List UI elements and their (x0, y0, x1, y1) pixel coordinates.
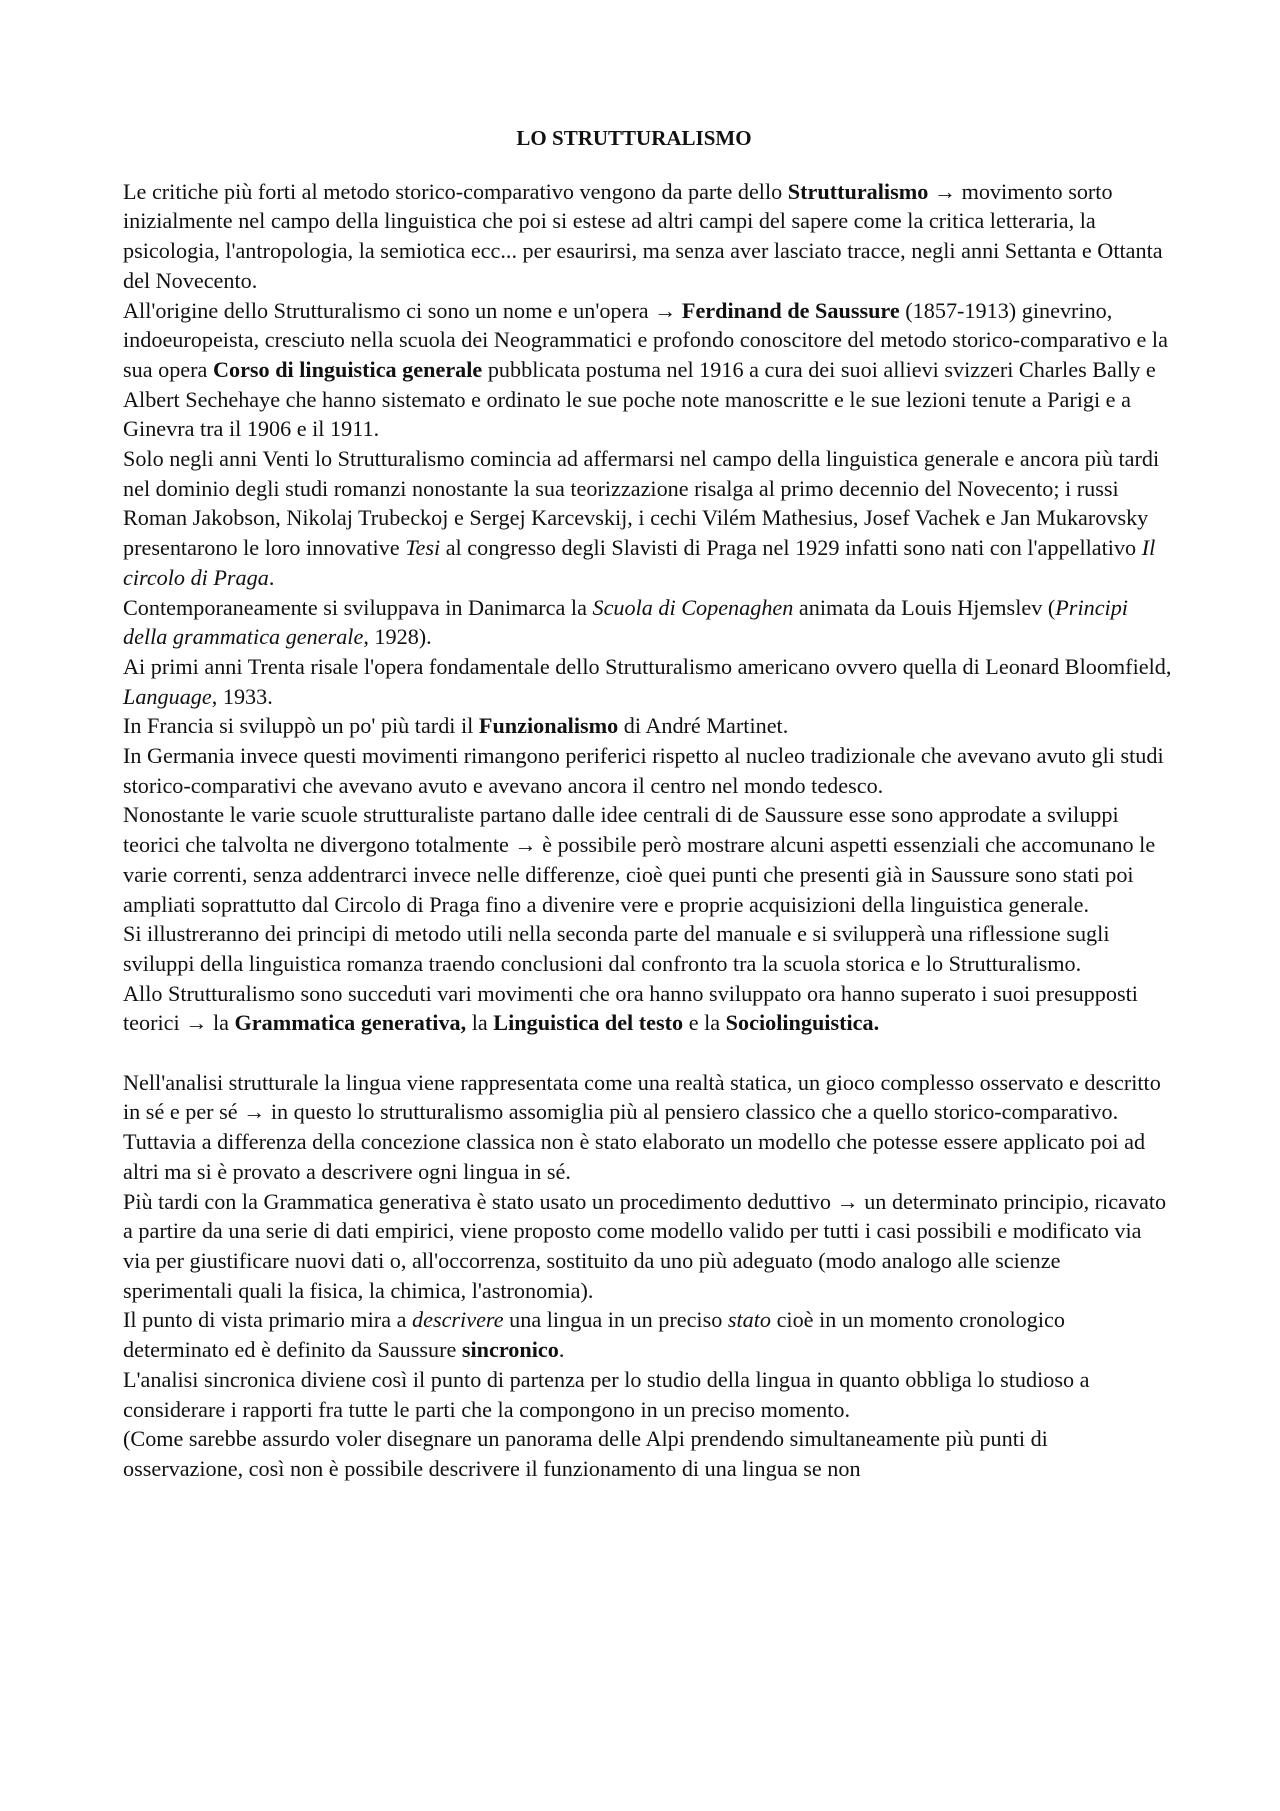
paragraph (123, 593, 1173, 652)
paragraph (123, 919, 1173, 978)
paragraph-spacer (123, 1038, 1173, 1068)
bold-text: sincronico (461, 1337, 559, 1363)
paragraph (123, 1068, 1173, 1127)
italic-text: Tesi (405, 535, 441, 561)
text-run: (Come sarebbe assurdo voler disegnare un panorama delle Alpi prendendo simultaneamente più punti di osservazione, così non è possibile descrivere il funzionamento di una lingua se non (123, 1426, 1048, 1481)
paragraph (123, 1424, 1173, 1483)
italic-text: Scuola di Copenaghen (592, 594, 794, 620)
text-run: Contemporaneamente si sviluppava in Danimarca la (123, 594, 593, 620)
text-run: Si illustreranno dei principi di metodo utili nella seconda parte del manuale e si svilupperà una riflessione sugli sviluppi della linguistica romanza traendo conclusioni dal confronto tra la scuola storica e lo Strutturalismo. (123, 921, 1110, 976)
text-run: pubblicata postuma nel 1916 a cura dei suoi allievi svizzeri Charles Bally e Albert Sechehaye che hanno sistemato e ordinato le sue poche note manoscritte e le sue lezioni tenute a Parigi e a Ginevra tra il 1906 e il 1911. (123, 356, 1156, 442)
document-body (123, 177, 1173, 1484)
document-page (123, 124, 1173, 1484)
document-title: LO STRUTTURALISMO (516, 126, 752, 150)
text-run: Allo Strutturalismo sono succeduti vari movimenti che ora hanno sviluppato ora hanno superato i suoi presupposti teorici → la (123, 980, 1138, 1036)
paragraph (123, 979, 1173, 1038)
text-run: (1857-1913) ginevrino, indoeuropeista, cresciuto nella scuola dei Neogrammatici e profondo conoscitore del metodo storico-comparativo e la sua opera (123, 297, 1168, 382)
paragraph (123, 177, 1173, 296)
text-run: la (466, 1010, 494, 1036)
paragraph (123, 800, 1173, 919)
bold-text: Strutturalismo (787, 178, 929, 204)
italic-text: Il circolo di Praga (123, 535, 1156, 590)
paragraph (123, 741, 1173, 800)
paragraph (123, 1365, 1173, 1424)
text-run: . (558, 1337, 565, 1363)
paragraph (123, 1187, 1173, 1306)
italic-text: Principi della grammatica generale (123, 594, 1128, 650)
text-run: Ai primi anni Trenta risale l'opera fondamentale dello Strutturalismo americano ovvero quella di Leonard Bloomfield, (123, 653, 1172, 679)
text-run: cioè in un momento cronologico determinato ed è definito da Saussure (123, 1307, 1065, 1363)
text-run: In Francia si sviluppò un po' più tardi il (123, 713, 479, 739)
text-run: e la (683, 1010, 726, 1036)
text-run: Tuttavia a differenza della concezione classica non è stato elaborato un modello che potesse essere applicato poi ad altri ma si è provato a descrivere ogni lingua in sé. (123, 1129, 1146, 1184)
text-run: → movimento sorto inizialmente nel campo della linguistica che poi si estese ad altri campi del sapere come la critica letteraria, la psicologia, l'antropologia, la semiotica ecc... per esaurirsi, ma senza aver lasciato tracce, negli anni Settanta e Ottanta del Novecento. (123, 178, 1163, 293)
bold-text: Funzionalismo (478, 713, 619, 739)
bold-text: Grammatica generativa, (234, 1010, 467, 1036)
bold-text: Sociolinguistica. (725, 1010, 880, 1036)
text-run: In Germania invece questi movimenti rimangono periferici rispetto al nucleo tradizionale che avevano avuto gli studi storico-comparativi che avevano avuto e avevano ancora il centro nel mondo tedesco. (123, 743, 1164, 798)
italic-text: descrivere (412, 1307, 504, 1333)
text-run: di André Martinet. (618, 713, 789, 739)
text-run: Il punto di vista primario mira a (123, 1307, 412, 1333)
bold-text: Linguistica del testo (493, 1010, 684, 1036)
paragraph (123, 1127, 1173, 1186)
text-run: Più tardi con la Grammatica generativa è stato usato un procedimento deduttivo → un determinato principio, ricavato a partire da una serie di dati empirici, viene proposto come modello valido per tutti i casi possibili e modificato via via per giustificare nuovi dati o, all'occorrenza, sostituito da uno più adeguato (modo analogo alle scienze sperimentali quali la fisica, la chimica, l'astronomia). (123, 1188, 1167, 1303)
paragraph (123, 711, 1173, 741)
paragraph (123, 1305, 1173, 1364)
text-run: Solo negli anni Venti lo Strutturalismo comincia ad affermarsi nel campo della linguistica generale e ancora più tardi nel dominio degli studi romanzi nonostante la sua teorizzazione risalga al primo decennio del Novecento; i russi Roman Jakobson, Nikolaj Trubeckoj e Sergej Karcevskij, i cechi Vilém Mathesius, Josef Vachek e Jan Mukarovsky presentarono le loro innovative (123, 446, 1160, 561)
paragraph (123, 652, 1173, 711)
text-run: Nell'analisi strutturale la lingua viene rappresentata come una realtà statica, un gioco complesso osservato e descritto in sé e per sé → in questo lo strutturalismo assomiglia più al pensiero classico che a quello storico-comparativo. (123, 1069, 1161, 1125)
paragraph (123, 444, 1173, 593)
text-run: animata da Louis Hjemslev ( (793, 594, 1056, 620)
text-run: , 1928). (363, 624, 432, 650)
text-run: Nonostante le varie scuole strutturaliste partano dalle idee centrali di de Saussure esse sono approdate a sviluppi teorici che talvolta ne divergono totalmente → è possibile però mostrare alcuni aspetti essenziali che accomunano le varie correnti, senza addentrarci invece nelle differenze, cioè quei punti che presenti già in Saussure sono stati poi ampliati soprattutto dal Circolo di Praga fino a divenire vere e proprie acquisizioni della linguistica generale. (123, 802, 1156, 917)
text-run: , 1933. (211, 683, 273, 709)
bold-text: Ferdinand de Saussure (681, 297, 900, 323)
text-run: L'analisi sincronica diviene così il punto di partenza per lo studio della lingua in quanto obbliga lo studioso a considerare i rapporti fra tutte le parti che la compongono in un preciso momento. (123, 1366, 1090, 1422)
text-run: All'origine dello Strutturalismo ci sono un nome e un'opera → (123, 297, 682, 323)
paragraph (123, 296, 1173, 445)
italic-text: Language (123, 683, 212, 709)
italic-text: stato (727, 1307, 772, 1333)
text-run: una lingua in un preciso (503, 1307, 728, 1333)
text-run: al congresso degli Slavisti di Praga nel 1929 infatti sono nati con l'appellativo (440, 535, 1142, 561)
text-run: Le critiche più forti al metodo storico-comparativo vengono da parte dello (123, 178, 788, 204)
bold-text: Corso di linguistica generale (212, 356, 483, 382)
text-run: . (268, 564, 275, 590)
